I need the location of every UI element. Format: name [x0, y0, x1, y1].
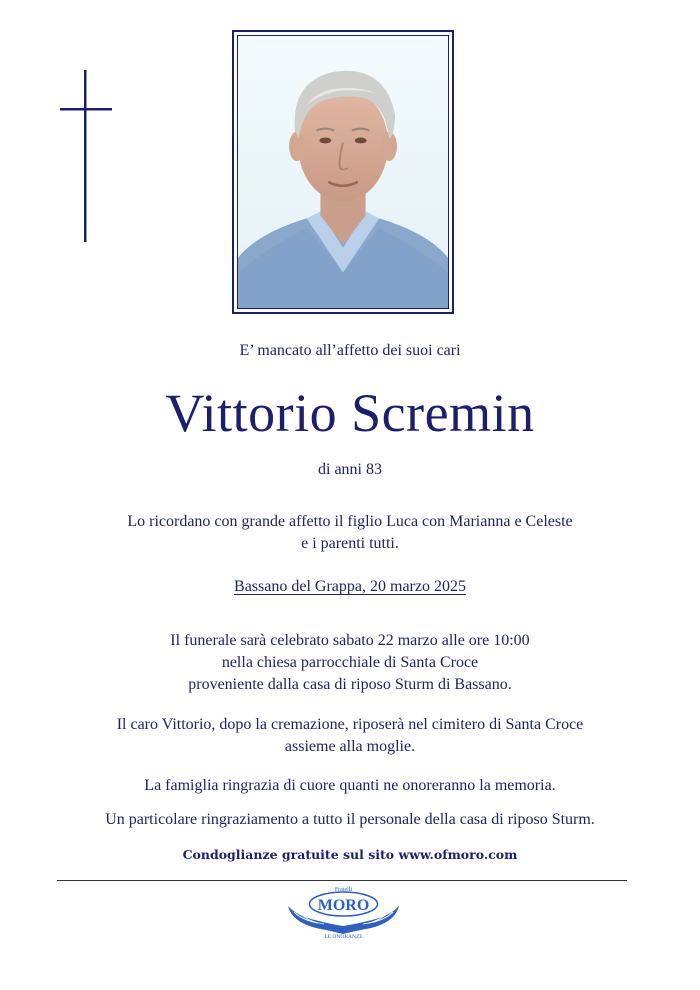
remembered-by-block [0, 511, 700, 555]
age-text: di anni 83 [318, 461, 382, 478]
thanks-staff: Un particolare ringraziamento a tutto il personale della casa di riposo Sturm. [105, 811, 595, 828]
place-date [0, 578, 700, 596]
funeral-line: nella chiesa parrocchiale di Santa Croce [221, 654, 479, 671]
remembered-by-line: e i parenti tutti. [301, 535, 399, 552]
remembered-by-line: Lo ricordano con grande affetto il figlio Luca con Marianna e Celeste [127, 513, 573, 530]
thanks-family: La famiglia ringrazia di cuore quanti ne onoreranno la memoria. [144, 777, 556, 794]
funeral-line: proveniente dalla casa di riposo Sturm di Bassano. [188, 676, 512, 693]
resting-place-line: assieme alla moglie. [284, 738, 416, 755]
resting-place-block [0, 714, 700, 758]
funeral-line: Il funerale sarà celebrato sabato 22 marzo alle ore 10:00 [170, 632, 530, 649]
divider [57, 880, 627, 881]
resting-place-line: Il caro Vittorio, dopo la cremazione, riposerà nel cimitero di Santa Croce [116, 716, 584, 733]
place-date-text: Bassano del Grappa, 20 marzo 2025 [234, 578, 466, 595]
deceased-name: Vittorio Scremin [165, 383, 535, 443]
logo-main-text: MORO [317, 897, 370, 914]
logo-top-text: Fratelli [334, 887, 353, 893]
portrait-photo-frame [232, 30, 454, 314]
funeral-block [0, 630, 700, 696]
portrait-photo [237, 35, 449, 309]
moro-logo [286, 884, 401, 940]
condolences-link[interactable]: Condoglianze gratuite sul sito www.ofmoro.com [182, 847, 518, 862]
cross-icon [60, 70, 112, 242]
logo-bottom-text: LE ONORANZE [324, 934, 363, 940]
intro-text: E’ mancato all’affetto dei suoi cari [239, 342, 461, 359]
